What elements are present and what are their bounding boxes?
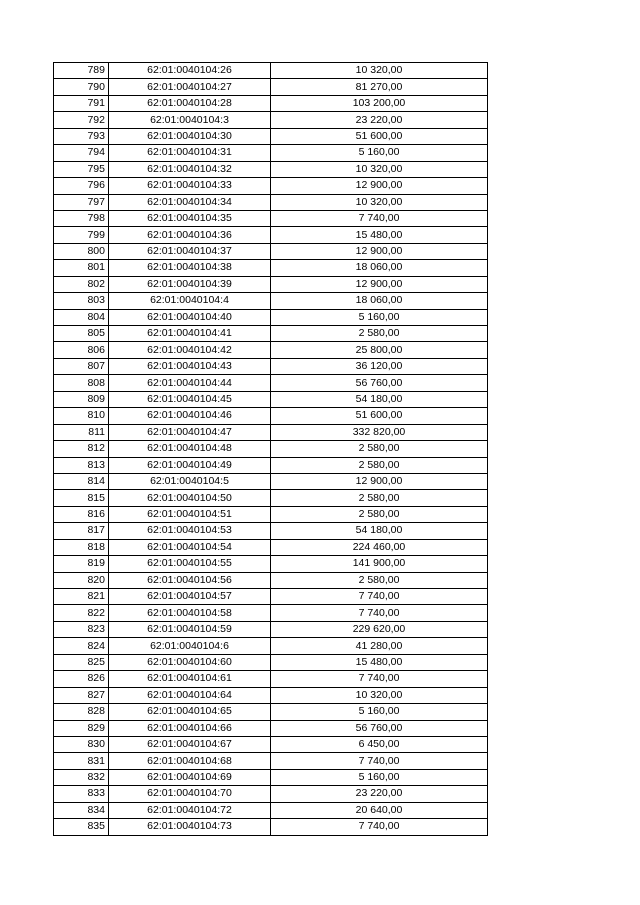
row-number-cell: 791 <box>54 95 109 111</box>
table-row <box>54 720 488 736</box>
cadastral-number-cell: 62:01:0040104:54 <box>109 539 271 555</box>
cadastral-value-table <box>53 62 488 836</box>
table-row <box>54 375 488 391</box>
value-cell: 51 600,00 <box>271 128 488 144</box>
value-cell: 2 580,00 <box>271 572 488 588</box>
value-cell: 54 180,00 <box>271 391 488 407</box>
row-number-cell: 831 <box>54 753 109 769</box>
table-row <box>54 63 488 79</box>
table-row <box>54 227 488 243</box>
row-number-cell: 812 <box>54 441 109 457</box>
table-row <box>54 704 488 720</box>
value-cell: 54 180,00 <box>271 523 488 539</box>
value-cell: 12 900,00 <box>271 178 488 194</box>
value-cell: 25 800,00 <box>271 342 488 358</box>
table-row <box>54 276 488 292</box>
row-number-cell: 826 <box>54 671 109 687</box>
value-cell: 56 760,00 <box>271 375 488 391</box>
value-cell: 81 270,00 <box>271 79 488 95</box>
table-row <box>54 210 488 226</box>
row-number-cell: 827 <box>54 687 109 703</box>
value-cell: 18 060,00 <box>271 293 488 309</box>
value-cell: 141 900,00 <box>271 556 488 572</box>
cadastral-number-cell: 62:01:0040104:4 <box>109 293 271 309</box>
table-body <box>54 63 488 836</box>
table-row <box>54 605 488 621</box>
value-cell: 332 820,00 <box>271 424 488 440</box>
table-row <box>54 638 488 654</box>
cadastral-number-cell: 62:01:0040104:36 <box>109 227 271 243</box>
cadastral-number-cell: 62:01:0040104:5 <box>109 473 271 489</box>
cadastral-number-cell: 62:01:0040104:57 <box>109 589 271 605</box>
value-cell: 10 320,00 <box>271 161 488 177</box>
cadastral-number-cell: 62:01:0040104:42 <box>109 342 271 358</box>
table-row <box>54 490 488 506</box>
value-cell: 5 160,00 <box>271 704 488 720</box>
value-cell: 7 740,00 <box>271 819 488 835</box>
cadastral-number-cell: 62:01:0040104:47 <box>109 424 271 440</box>
value-cell: 15 480,00 <box>271 227 488 243</box>
cadastral-number-cell: 62:01:0040104:6 <box>109 638 271 654</box>
cadastral-number-cell: 62:01:0040104:43 <box>109 358 271 374</box>
table-row <box>54 457 488 473</box>
cadastral-number-cell: 62:01:0040104:68 <box>109 753 271 769</box>
row-number-cell: 813 <box>54 457 109 473</box>
row-number-cell: 823 <box>54 621 109 637</box>
table-row <box>54 786 488 802</box>
table-row <box>54 621 488 637</box>
row-number-cell: 803 <box>54 293 109 309</box>
row-number-cell: 792 <box>54 112 109 128</box>
value-cell: 15 480,00 <box>271 654 488 670</box>
cadastral-number-cell: 62:01:0040104:73 <box>109 819 271 835</box>
table-row <box>54 539 488 555</box>
value-cell: 41 280,00 <box>271 638 488 654</box>
cadastral-number-cell: 62:01:0040104:51 <box>109 506 271 522</box>
row-number-cell: 793 <box>54 128 109 144</box>
table-row <box>54 145 488 161</box>
table-row <box>54 128 488 144</box>
cadastral-number-cell: 62:01:0040104:44 <box>109 375 271 391</box>
cadastral-number-cell: 62:01:0040104:45 <box>109 391 271 407</box>
cadastral-number-cell: 62:01:0040104:40 <box>109 309 271 325</box>
table-row <box>54 769 488 785</box>
row-number-cell: 833 <box>54 786 109 802</box>
table-row <box>54 95 488 111</box>
table-row <box>54 424 488 440</box>
value-cell: 7 740,00 <box>271 753 488 769</box>
row-number-cell: 832 <box>54 769 109 785</box>
value-cell: 2 580,00 <box>271 326 488 342</box>
table-row <box>54 523 488 539</box>
value-cell: 12 900,00 <box>271 276 488 292</box>
value-cell: 10 320,00 <box>271 63 488 79</box>
row-number-cell: 821 <box>54 589 109 605</box>
cadastral-number-cell: 62:01:0040104:28 <box>109 95 271 111</box>
table-row <box>54 589 488 605</box>
row-number-cell: 800 <box>54 243 109 259</box>
row-number-cell: 811 <box>54 424 109 440</box>
value-cell: 12 900,00 <box>271 243 488 259</box>
value-cell: 36 120,00 <box>271 358 488 374</box>
value-cell: 7 740,00 <box>271 210 488 226</box>
cadastral-number-cell: 62:01:0040104:3 <box>109 112 271 128</box>
cadastral-number-cell: 62:01:0040104:30 <box>109 128 271 144</box>
row-number-cell: 801 <box>54 260 109 276</box>
value-cell: 6 450,00 <box>271 736 488 752</box>
cadastral-number-cell: 62:01:0040104:60 <box>109 654 271 670</box>
value-cell: 12 900,00 <box>271 473 488 489</box>
row-number-cell: 814 <box>54 473 109 489</box>
table-row <box>54 802 488 818</box>
row-number-cell: 795 <box>54 161 109 177</box>
row-number-cell: 790 <box>54 79 109 95</box>
cadastral-number-cell: 62:01:0040104:58 <box>109 605 271 621</box>
cadastral-number-cell: 62:01:0040104:38 <box>109 260 271 276</box>
cadastral-number-cell: 62:01:0040104:32 <box>109 161 271 177</box>
cadastral-number-cell: 62:01:0040104:46 <box>109 408 271 424</box>
table-row <box>54 194 488 210</box>
table-row <box>54 342 488 358</box>
cadastral-number-cell: 62:01:0040104:39 <box>109 276 271 292</box>
table-row <box>54 391 488 407</box>
cadastral-number-cell: 62:01:0040104:34 <box>109 194 271 210</box>
table-row <box>54 112 488 128</box>
row-number-cell: 799 <box>54 227 109 243</box>
row-number-cell: 796 <box>54 178 109 194</box>
value-cell: 5 160,00 <box>271 145 488 161</box>
value-cell: 5 160,00 <box>271 309 488 325</box>
table-row <box>54 358 488 374</box>
cadastral-number-cell: 62:01:0040104:70 <box>109 786 271 802</box>
cadastral-number-cell: 62:01:0040104:41 <box>109 326 271 342</box>
value-cell: 20 640,00 <box>271 802 488 818</box>
row-number-cell: 806 <box>54 342 109 358</box>
cadastral-number-cell: 62:01:0040104:48 <box>109 441 271 457</box>
value-cell: 51 600,00 <box>271 408 488 424</box>
row-number-cell: 797 <box>54 194 109 210</box>
table-row <box>54 441 488 457</box>
cadastral-number-cell: 62:01:0040104:26 <box>109 63 271 79</box>
cadastral-number-cell: 62:01:0040104:59 <box>109 621 271 637</box>
value-cell: 5 160,00 <box>271 769 488 785</box>
row-number-cell: 834 <box>54 802 109 818</box>
row-number-cell: 789 <box>54 63 109 79</box>
value-cell: 18 060,00 <box>271 260 488 276</box>
cadastral-number-cell: 62:01:0040104:61 <box>109 671 271 687</box>
cadastral-number-cell: 62:01:0040104:49 <box>109 457 271 473</box>
cadastral-number-cell: 62:01:0040104:33 <box>109 178 271 194</box>
value-cell: 56 760,00 <box>271 720 488 736</box>
value-cell: 229 620,00 <box>271 621 488 637</box>
row-number-cell: 818 <box>54 539 109 555</box>
row-number-cell: 805 <box>54 326 109 342</box>
cadastral-number-cell: 62:01:0040104:31 <box>109 145 271 161</box>
value-cell: 2 580,00 <box>271 490 488 506</box>
row-number-cell: 822 <box>54 605 109 621</box>
table-row <box>54 326 488 342</box>
row-number-cell: 830 <box>54 736 109 752</box>
cadastral-number-cell: 62:01:0040104:50 <box>109 490 271 506</box>
table-row <box>54 408 488 424</box>
table-row <box>54 506 488 522</box>
cadastral-number-cell: 62:01:0040104:37 <box>109 243 271 259</box>
cadastral-number-cell: 62:01:0040104:67 <box>109 736 271 752</box>
value-cell: 7 740,00 <box>271 605 488 621</box>
table-row <box>54 309 488 325</box>
table-row <box>54 687 488 703</box>
value-cell: 2 580,00 <box>271 506 488 522</box>
row-number-cell: 810 <box>54 408 109 424</box>
table-row <box>54 819 488 835</box>
table-row <box>54 161 488 177</box>
row-number-cell: 820 <box>54 572 109 588</box>
table-row <box>54 293 488 309</box>
row-number-cell: 794 <box>54 145 109 161</box>
row-number-cell: 815 <box>54 490 109 506</box>
value-cell: 2 580,00 <box>271 457 488 473</box>
value-cell: 7 740,00 <box>271 671 488 687</box>
value-cell: 103 200,00 <box>271 95 488 111</box>
table-row <box>54 654 488 670</box>
cadastral-number-cell: 62:01:0040104:53 <box>109 523 271 539</box>
value-cell: 224 460,00 <box>271 539 488 555</box>
row-number-cell: 798 <box>54 210 109 226</box>
cadastral-number-cell: 62:01:0040104:65 <box>109 704 271 720</box>
value-cell: 23 220,00 <box>271 786 488 802</box>
cadastral-number-cell: 62:01:0040104:35 <box>109 210 271 226</box>
table-row <box>54 753 488 769</box>
table-row <box>54 178 488 194</box>
value-cell: 10 320,00 <box>271 194 488 210</box>
cadastral-number-cell: 62:01:0040104:56 <box>109 572 271 588</box>
table-row <box>54 243 488 259</box>
table-row <box>54 736 488 752</box>
row-number-cell: 808 <box>54 375 109 391</box>
table-row <box>54 79 488 95</box>
row-number-cell: 835 <box>54 819 109 835</box>
value-cell: 10 320,00 <box>271 687 488 703</box>
cadastral-number-cell: 62:01:0040104:72 <box>109 802 271 818</box>
row-number-cell: 819 <box>54 556 109 572</box>
cadastral-number-cell: 62:01:0040104:66 <box>109 720 271 736</box>
value-cell: 7 740,00 <box>271 589 488 605</box>
table-row <box>54 671 488 687</box>
cadastral-number-cell: 62:01:0040104:69 <box>109 769 271 785</box>
table-row <box>54 556 488 572</box>
cadastral-number-cell: 62:01:0040104:27 <box>109 79 271 95</box>
row-number-cell: 824 <box>54 638 109 654</box>
row-number-cell: 807 <box>54 358 109 374</box>
table-row <box>54 572 488 588</box>
row-number-cell: 809 <box>54 391 109 407</box>
value-cell: 2 580,00 <box>271 441 488 457</box>
row-number-cell: 816 <box>54 506 109 522</box>
row-number-cell: 828 <box>54 704 109 720</box>
table-row <box>54 473 488 489</box>
row-number-cell: 829 <box>54 720 109 736</box>
row-number-cell: 825 <box>54 654 109 670</box>
table-row <box>54 260 488 276</box>
value-cell: 23 220,00 <box>271 112 488 128</box>
row-number-cell: 817 <box>54 523 109 539</box>
row-number-cell: 802 <box>54 276 109 292</box>
cadastral-number-cell: 62:01:0040104:55 <box>109 556 271 572</box>
row-number-cell: 804 <box>54 309 109 325</box>
cadastral-number-cell: 62:01:0040104:64 <box>109 687 271 703</box>
